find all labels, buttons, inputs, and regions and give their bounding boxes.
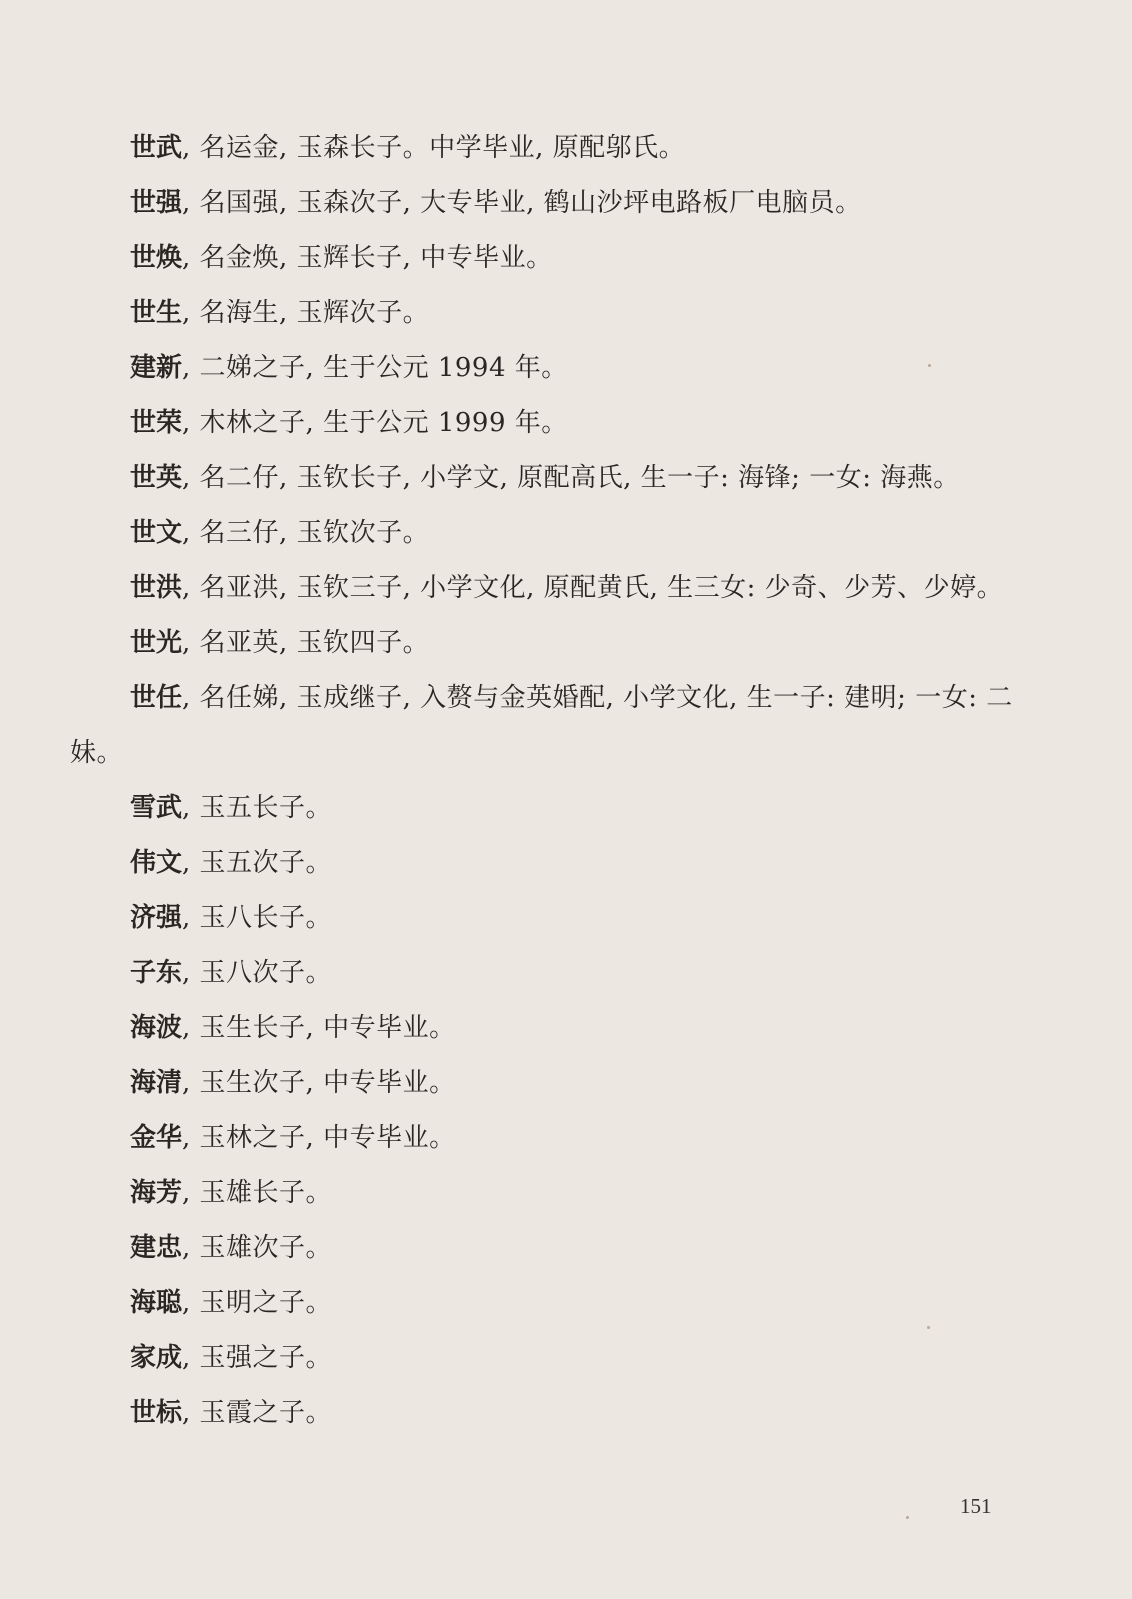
entry-text: , 玉明之子。	[182, 1288, 333, 1318]
entry-text: , 名运金, 玉森长子。中学毕业, 原配邬氏。	[182, 133, 686, 163]
entry-name: 海波	[130, 1013, 183, 1043]
entry	[70, 1001, 1030, 1056]
entry-text: , 玉霞之子。	[182, 1398, 333, 1428]
entry-text: , 名二仔, 玉钦长子, 小学文, 原配高氏, 生一子: 海锋; 一女: 海燕。	[182, 463, 960, 493]
entry	[70, 286, 1030, 341]
entry-name: 世荣	[130, 408, 183, 438]
entry-text: , 玉生长子, 中专毕业。	[182, 1013, 456, 1043]
entry-name: 世生	[130, 298, 183, 328]
entry-name: 海聪	[130, 1288, 183, 1318]
entry	[70, 121, 1030, 176]
entry	[70, 1276, 1030, 1331]
entry-name: 建新	[130, 353, 183, 383]
entry-text: , 玉雄长子。	[182, 1178, 333, 1208]
entry-name: 世光	[130, 628, 183, 658]
paper-speck	[906, 1516, 909, 1519]
entry-name: 子东	[130, 958, 183, 988]
entry	[70, 616, 1030, 671]
entry-name: 世英	[130, 463, 183, 493]
entry	[70, 781, 1030, 836]
entry	[70, 506, 1030, 561]
entry-name: 金华	[130, 1123, 183, 1153]
entry	[70, 1331, 1030, 1386]
entry-text: , 名亚洪, 玉钦三子, 小学文化, 原配黄氏, 生三女: 少奇、少芳、少婷。	[182, 573, 1004, 603]
entry-text: , 玉八长子。	[182, 903, 333, 933]
entry-name: 世强	[130, 188, 183, 218]
entry-name: 世武	[130, 133, 183, 163]
entry-text: , 名任娣, 玉成继子, 入赘与金英婚配, 小学文化, 生一子: 建明; 一女: 二妹。	[70, 683, 1013, 768]
entry	[70, 1386, 1030, 1441]
entry-name: 世任	[130, 683, 183, 713]
entry-name: 世洪	[130, 573, 183, 603]
entry-text: , 二娣之子, 生于公元 1994 年。	[182, 353, 568, 383]
entry-text: , 名三仔, 玉钦次子。	[182, 518, 430, 548]
entry-text: , 名国强, 玉森次子, 大专毕业, 鹤山沙坪电路板厂电脑员。	[182, 188, 862, 218]
entry-text: , 木林之子, 生于公元 1999 年。	[182, 408, 568, 438]
entry	[70, 341, 1030, 396]
entry-name: 世文	[130, 518, 183, 548]
entry	[70, 1111, 1030, 1166]
entry-name: 海芳	[130, 1178, 183, 1208]
entry-name: 伟文	[130, 848, 183, 878]
entry-name: 世标	[130, 1398, 183, 1428]
genealogy-entry-list	[70, 121, 1030, 1441]
entry-name: 家成	[130, 1343, 183, 1373]
entry-text: , 名金焕, 玉辉长子, 中专毕业。	[182, 243, 553, 273]
entry-name: 世焕	[130, 243, 183, 273]
entry-name: 雪武	[130, 793, 183, 823]
paper-speck	[928, 364, 931, 367]
entry	[70, 451, 1030, 506]
entry-text: , 玉林之子, 中专毕业。	[182, 1123, 456, 1153]
entry-name: 海清	[130, 1068, 183, 1098]
entry-text: , 玉五次子。	[182, 848, 333, 878]
entry-text: , 玉雄次子。	[182, 1233, 333, 1263]
entry-name: 建忠	[130, 1233, 183, 1263]
entry	[70, 836, 1030, 891]
entry-text: , 名海生, 玉辉次子。	[182, 298, 430, 328]
entry	[70, 1056, 1030, 1111]
entry	[70, 1221, 1030, 1276]
entry	[70, 176, 1030, 231]
entry	[70, 561, 1030, 616]
entry-text: , 玉强之子。	[182, 1343, 333, 1373]
entry-text: , 玉生次子, 中专毕业。	[182, 1068, 456, 1098]
entry-text: , 玉五长子。	[182, 793, 333, 823]
entry	[70, 1166, 1030, 1221]
page-number: 151	[960, 1494, 992, 1518]
entry	[70, 231, 1030, 286]
entry	[70, 671, 1030, 781]
entry-text: , 名亚英, 玉钦四子。	[182, 628, 430, 658]
entry	[70, 396, 1030, 451]
entry-text: , 玉八次子。	[182, 958, 333, 988]
entry-name: 济强	[130, 903, 183, 933]
entry	[70, 946, 1030, 1001]
entry	[70, 891, 1030, 946]
paper-speck	[927, 1326, 930, 1329]
